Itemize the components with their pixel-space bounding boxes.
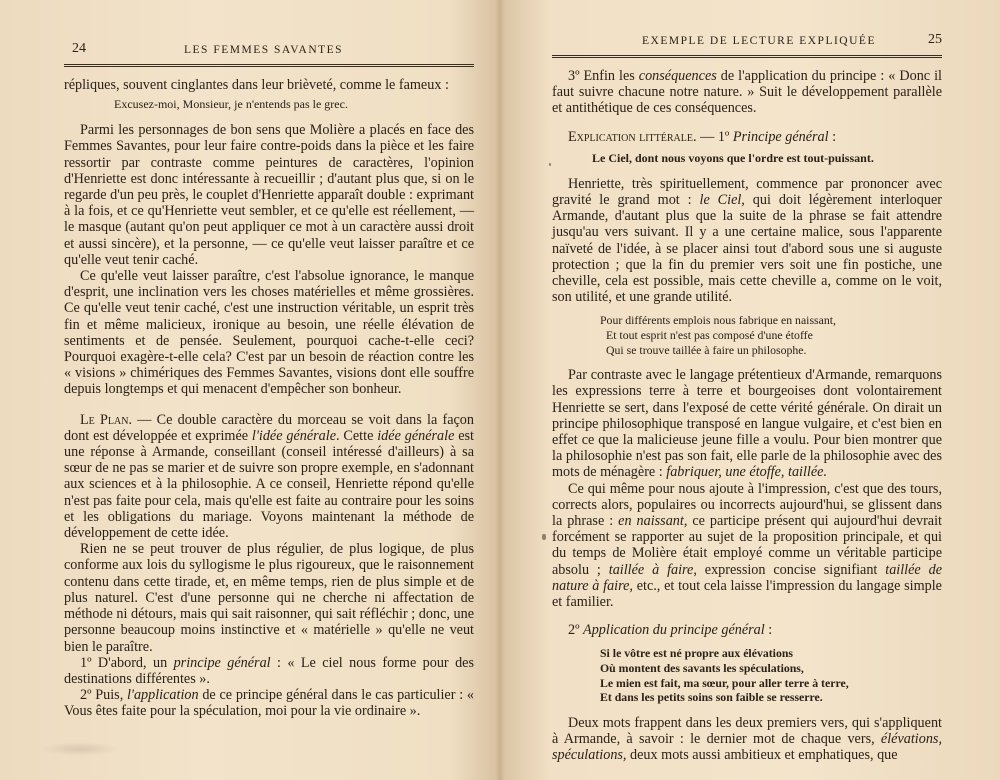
right-page	[504, 0, 1000, 780]
text-run: de ce principe général dans le cas particulier : « Vous êtes faite pour la spéculation, moi pour la vie ordinaire ».	[64, 687, 474, 720]
paragraph-plan	[64, 412, 474, 542]
text-run: 2º Puis,	[80, 687, 127, 704]
italic-term: idée générale	[377, 427, 455, 444]
paragraph	[552, 481, 942, 611]
text-run: Ce qui même pour nous ajoute à l'impression, c'est que des tours, corrects alors, populaires ou incorrects aujourd'hui, se glissent dans la phrase :	[552, 480, 942, 530]
paragraph	[552, 715, 942, 764]
italic-term: Application du principe général	[583, 622, 765, 639]
text-run: 2º	[568, 622, 584, 639]
text-run: est une réponse à Armande, conseillant (conseil intéressé d'ailleurs) à sa sœur de ne pas se marier et de suivre son propre exemple, en s'adonnant aux sciences et à la philosophie. A ce conseil, Henriette répond qu'elle n'est pas faite pour cela, mais qu'elle est faite au contraire pour les soins et les obligations du mariage. Voyons maintenant la méthode de développement de cette idée.	[64, 427, 474, 542]
text-run: — 1º	[696, 128, 733, 145]
running-head-title: EXEMPLE DE LECTURE EXPLIQUÉE	[642, 35, 876, 47]
section-heading	[552, 622, 942, 638]
header-rule	[64, 64, 474, 67]
italic-term: Principe général	[732, 128, 829, 145]
text-run: etc., et tout cela laisse l'impression du langage simple et familier.	[552, 577, 942, 611]
paragraph: répliques, souvent cinglantes dans leur brièveté, comme le fameux :	[64, 77, 449, 93]
running-header	[552, 32, 942, 55]
paragraph	[552, 68, 942, 117]
text-run: ce participe présent qui aujourd'hui devrait forcément se rapporter au sujet de la proposition principale, et qui du temps de Molière était employé comme un véritable participe absolu ;	[552, 513, 942, 578]
verse-line: Le mien est fait, ma sœur, pour aller terre à terre,	[600, 675, 849, 690]
paragraph	[64, 655, 474, 687]
italic-term: en naissant,	[618, 513, 688, 530]
text-run: — Ce double caractère du morceau se voit dans la façon dont est développée et exprimée	[64, 411, 474, 444]
verse-line: Qui se trouve taillée à faire un philosophe.	[606, 342, 807, 357]
section-heading-label: Explication littérale.	[568, 128, 697, 145]
italic-term: l'idée générale	[251, 427, 337, 444]
italic-term: l'application	[126, 687, 199, 704]
italic-term: conséquences	[638, 68, 717, 84]
verse-quotation	[552, 646, 942, 704]
text-run: Deux mots frappent dans les deux premiers vers, qui s'appliquent à Armande, à savoir : le dernier mot de chaque vers,	[552, 714, 942, 748]
verse-line: Si le vôtre est né propre aux élévations	[600, 646, 793, 661]
running-head-title: LES FEMMES SAVANTES	[184, 44, 344, 56]
text-run: . Cette	[336, 427, 378, 444]
italic-term: élévations, spéculations,	[552, 731, 942, 764]
library-stamp-mark	[40, 742, 120, 756]
italic-term: fabriquer, une étoffe, taillée.	[666, 464, 828, 481]
text-run: Henriette, très spirituellement, commence par prononcer avec gravité le grand mot :	[552, 175, 942, 209]
ink-speck	[549, 163, 551, 166]
text-run: deux mots aussi ambitieux et emphatiques, que	[626, 747, 898, 764]
left-page	[0, 0, 496, 780]
running-header	[64, 41, 474, 64]
text-run: 1º D'abord, un	[80, 654, 174, 671]
text-run: qui doit légèrement interloquer Armande, d'autant plus que la suite de la phrase se fait attendre jusqu'au vers suivant. Il y a une certaine malice, sous l'apparente naïveté de l'idée, à se placer ainsi tout d'abord sous une si auguste protection ; que la fin du premier vers soit une fin postiche, une cheville, cela est possible, mais cette cheville a, comme on le voit, son utilité, et une grande utilité.	[552, 192, 942, 306]
text-run: : « Le ciel nous forme pour des destinations différentes ».	[64, 654, 474, 687]
text-run: :	[828, 128, 837, 145]
verse-quotation	[552, 313, 942, 357]
text-run: 3º Enfin les	[568, 68, 639, 84]
paragraph: Rien ne se peut trouver de plus régulier, de plus logique, de plus conforme aux lois du syllogisme le plus rigoureux, que le raisonnement contenu dans cette tirade, et, en même temps, rien de plus simple et de plus naturel. C'est d'une personne qui ne cherche ni affectation de méthode ni détours, mais qui sait raisonner, qui sait réfléchir ; donc, une personne beaucoup moins instinctive et « matérielle » qu'elle ne veut bien le paraître.	[64, 541, 474, 655]
header-rule	[552, 55, 942, 58]
section-heading	[552, 129, 942, 145]
verse-line: Où montent des savants les spéculations,	[600, 661, 804, 676]
ink-speck	[542, 534, 546, 540]
page-number: 24	[72, 41, 86, 56]
quotation: Excusez-moi, Monsieur, je n'entends pas le grec.	[114, 97, 348, 112]
page-number: 25	[928, 32, 942, 47]
paragraph	[552, 367, 942, 480]
text-run: Par contraste avec le langage prétentieux d'Armande, remarquons les expressions terre à terre et bourgeoises dont volontairement Henriette se sert, dans l'exposé de cette vérité générale. On dirait un principe philosophique transposé en langue vulgaire, et c'est bien en effet ce que la malicieuse jeune fille a voulu. Pour bien montrer que la philosophie n'est pas son fait, elle parle de la philosophie avec des mots de ménagère :	[552, 367, 942, 481]
paragraph: Parmi les personnages de bon sens que Molière a placés en face des Femmes Savantes, pour leur faire contre-poids dans la pièce et les faire ressortir par contraste comme peintures de caractères, l'opinion d'Henriette est donc intéressante à recueillir ; d'autant plus que, si on le regarde d'un peu près, le couplet d'Henriette apparaît double : exprimant à la fois, et ce qu'Henriette veut sembler, et ce qu'elle est réellement, — le masque (autant qu'on peut appliquer ce mot à un caractère aussi droit et aussi sincère), et la personne, — ce qu'elle veut laisser paraître et ce qu'elle veut tenir caché.	[64, 122, 474, 268]
section-heading: Le Plan.	[80, 411, 132, 428]
paragraph	[552, 176, 942, 306]
text-run: de l'application du principe : « Donc il faut suivre chacune notre nature. » Suit le développement parallèle et antithétique de ces conséquences.	[552, 68, 942, 117]
verse-line: Et tout esprit n'est pas composé d'une étoffe	[606, 328, 813, 343]
quotation: Le Ciel, dont nous voyons que l'ordre est tout-puissant.	[592, 150, 874, 165]
italic-term: le Ciel,	[699, 192, 745, 209]
italic-term: taillée de nature à faire,	[552, 561, 942, 594]
text-run: :	[764, 622, 773, 639]
paragraph	[64, 687, 474, 719]
italic-term: principe général	[173, 654, 271, 671]
paragraph: Ce qu'elle veut laisser paraître, c'est l'absolue ignorance, le manque d'esprit, une inclination vers les choses matérielles et même grossières. Ce qu'elle veut tenir caché, c'est une instruction véritable, un esprit très fin et même malicieux, ironique au besoin, une réelle élévation de sentiments et de pensée. Seulement, pourquoi cache-t-elle ceci? Pourquoi exagère-t-elle cela? C'est par un besoin de réaction contre les « visions » chimériques des Femmes Savantes, visions dont elle souffre depuis longtemps et qui menacent d'empêcher son bonheur.	[64, 268, 474, 398]
verse-line: Pour différents emplois nous fabrique en naissant,	[600, 313, 837, 328]
text-run: expression concise signifiant	[696, 561, 886, 578]
italic-term: taillée à faire,	[608, 561, 697, 578]
verse-line: Et dans les petits soins son faible se resserre.	[600, 690, 823, 705]
